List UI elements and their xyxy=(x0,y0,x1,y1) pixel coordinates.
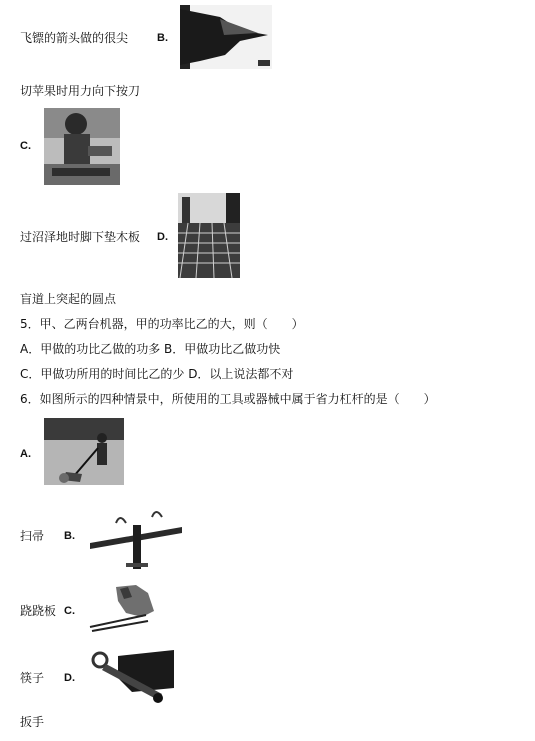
option-c-text-chopsticks: 筷子 xyxy=(20,671,45,685)
option-c-text-swamp: 过沼泽地时脚下垫木板 xyxy=(20,230,141,244)
broom-sweeping-photo xyxy=(44,418,124,485)
chopsticks-photo xyxy=(86,583,170,638)
option-d-label-q6: D. xyxy=(64,672,75,684)
option-a-text-dart: 飞镖的箭头做的很尖 xyxy=(20,31,129,45)
option-c-label-q6: C. xyxy=(64,605,75,617)
option-a-label-q6: A. xyxy=(20,448,31,460)
option-a-text-broom: 扫帚 xyxy=(20,529,45,543)
wrench-photo xyxy=(88,648,176,706)
option-c-label: C. xyxy=(20,140,31,152)
option-b-text-seesaw: 跷跷板 xyxy=(20,604,57,618)
dart-photo xyxy=(180,5,272,69)
option-d-label: D. xyxy=(157,231,168,243)
option-b-label: B. xyxy=(157,32,168,44)
question-5-options-cd: C．甲做功所用的时间比乙的少 D．以上说法都不对 xyxy=(20,367,294,381)
option-b-text-apple: 切苹果时用力向下按刀 xyxy=(20,84,141,98)
swamp-boardwalk-photo xyxy=(178,193,240,278)
question-6-stem: 6．如图所示的四种情景中，所使用的工具或器械中属于省力杠杆的是（ ） xyxy=(20,392,436,406)
option-d-text-blind-path: 盲道上突起的圆点 xyxy=(20,292,117,306)
apple-cutting-photo xyxy=(44,108,120,185)
option-d-text-wrench: 扳手 xyxy=(20,715,45,729)
seesaw-photo xyxy=(86,503,186,571)
question-5-stem: 5．甲、乙两台机器，甲的功率比乙的大，则（ ） xyxy=(20,317,304,331)
question-5-options-ab: A．甲做的功比乙做的功多 B．甲做功比乙做功快 xyxy=(20,342,281,356)
option-b-label-q6: B. xyxy=(64,530,75,542)
